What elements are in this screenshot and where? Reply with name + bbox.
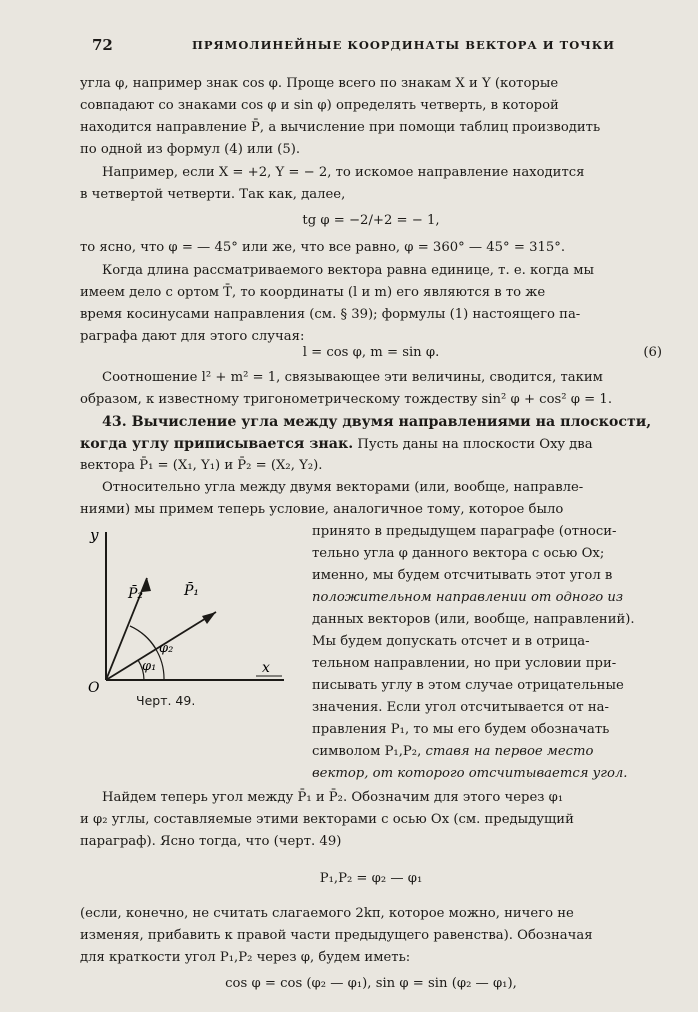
section-heading: 43. Вычисление угла между двумя направлениями на плоскости, [102,414,652,430]
text-line: Соотношение l² + m² = 1, связывающее эти величины, сводится, таким [102,370,603,385]
formula-cos-sin: cos φ = cos (φ₂ — φ₁), sin φ = sin (φ₂ — φ₁), [225,976,517,991]
text-line: Когда длина рассматриваемого вектора равна единице, т. е. когда мы [102,263,595,278]
text-line: находится направление P̄, а вычисление при помощи таблиц производить [80,120,601,135]
text-line: Например, если X = +2, Y = − 2, то искомое направление находится [102,165,585,180]
text-fragment: Пусть даны на плоскости Oxy два [353,437,593,452]
page-number: 72 [92,36,113,54]
label-p1: P̄₁ [184,583,200,599]
side-text-line: принято в предыдущем параграфе (относи- [312,524,617,539]
formula-tg: tg φ = −2/+2 = − 1, [302,213,440,228]
formula-angle-difference: P₁,P₂ = φ₂ — φ₁ [319,871,423,886]
text-line: в четвертой четверти. Так как, далее, [80,187,346,202]
text-line: параграф). Ясно тогда, что (черт. 49) [80,834,342,849]
text-line: образом, к известному тригонометрическому тождеству sin² φ + cos² φ = 1. [80,392,613,407]
text-line: Найдем теперь угол между P̄₁ и P̄₂. Обозначим для этого через φ₁ [102,790,564,805]
side-text-line: именно, мы будем отсчитывать этот угол в [312,568,613,583]
text-line: Относительно угла между двумя векторами (или, вообще, направле- [102,480,584,495]
label-p2: P̄₂ [128,586,144,602]
figure-49 [84,520,294,695]
side-text-line: Мы будем допускать отсчет и в отрица- [312,634,590,649]
side-text-line: положительном направлении от одного из [312,590,624,605]
text-line: совпадают со знаками cos φ и sin φ) определять четверть, в которой [80,98,559,113]
text-line: изменяя, прибавить к правой части предыдущего равенства). Обозначая [80,928,593,943]
figure-49-drawing [84,520,294,695]
label-x: x [262,660,270,676]
label-origin: O [88,680,100,695]
text-line: имеем дело с ортом T̄, то координаты (l и m) его являются в то же [80,285,546,300]
side-text-line: правления P₁, то мы его будем обозначать [312,722,610,737]
side-text-line: данных векторов (или, вообще, направлений). [312,612,635,627]
section-heading-line [80,433,662,456]
vector-p1-arrowhead [202,612,216,624]
side-text-line: тельно угла φ данного вектора с осью Ox; [312,546,605,561]
text-line: для краткости угол P₁,P₂ через φ, будем иметь: [80,950,411,965]
text-line: вектора P̄₁ = (X₁, Y₁) и P̄₂ = (X₂, Y₂). [80,458,323,473]
text-line: ниями) мы примем теперь условие, аналогичное тому, которое было [80,502,564,517]
label-phi1: φ₁ [142,659,157,674]
text-line: то ясно, что φ = — 45° или же, что все равно, φ = 360° — 45° = 315°. [80,240,566,255]
side-text-line: тельном направлении, но при условии при- [312,656,617,671]
side-text-line: писывать углу в этом случае отрицательные [312,678,624,693]
formula-lm: l = cos φ, m = sin φ. [302,345,440,360]
side-text-line [312,741,668,763]
label-phi2: φ₂ [159,641,174,656]
label-y: y [90,526,99,544]
text-line: и φ₂ углы, составляемые этими векторами с осью Ox (см. предыдущий [80,812,574,827]
text-line: по одной из формул (4) или (5). [80,142,301,157]
figure-caption: Черт. 49. [136,693,196,708]
formula-lm-row [80,342,662,364]
formula-number: (6) [643,345,662,360]
text-fragment: символом P₁,P₂, [312,744,426,759]
text-line: угла φ, например знак cos φ. Проще всего по знакам X и Y (которые [80,76,559,91]
side-text-line: вектор, от которого отсчитывается угол. [312,766,628,781]
text-line: (если, конечно, не считать слагаемого 2kπ, которое можно, ничего не [80,906,574,921]
arc-between [130,626,156,649]
page-header [92,36,640,56]
running-title: ПРЯМОЛИНЕЙНЫЕ КООРДИНАТЫ ВЕКТОРА И ТОЧКИ [192,38,616,52]
text-fragment-italic: ставя на первое место [425,744,594,759]
text-line: раграфа дают для этого случая: [80,329,305,344]
section-heading: когда углу приписывается знак. [80,436,354,452]
side-text-line: значения. Если угол отсчитывается от на- [312,700,609,715]
text-line: время косинусами направления (см. § 39); формулы (1) настоящего па- [80,307,581,322]
